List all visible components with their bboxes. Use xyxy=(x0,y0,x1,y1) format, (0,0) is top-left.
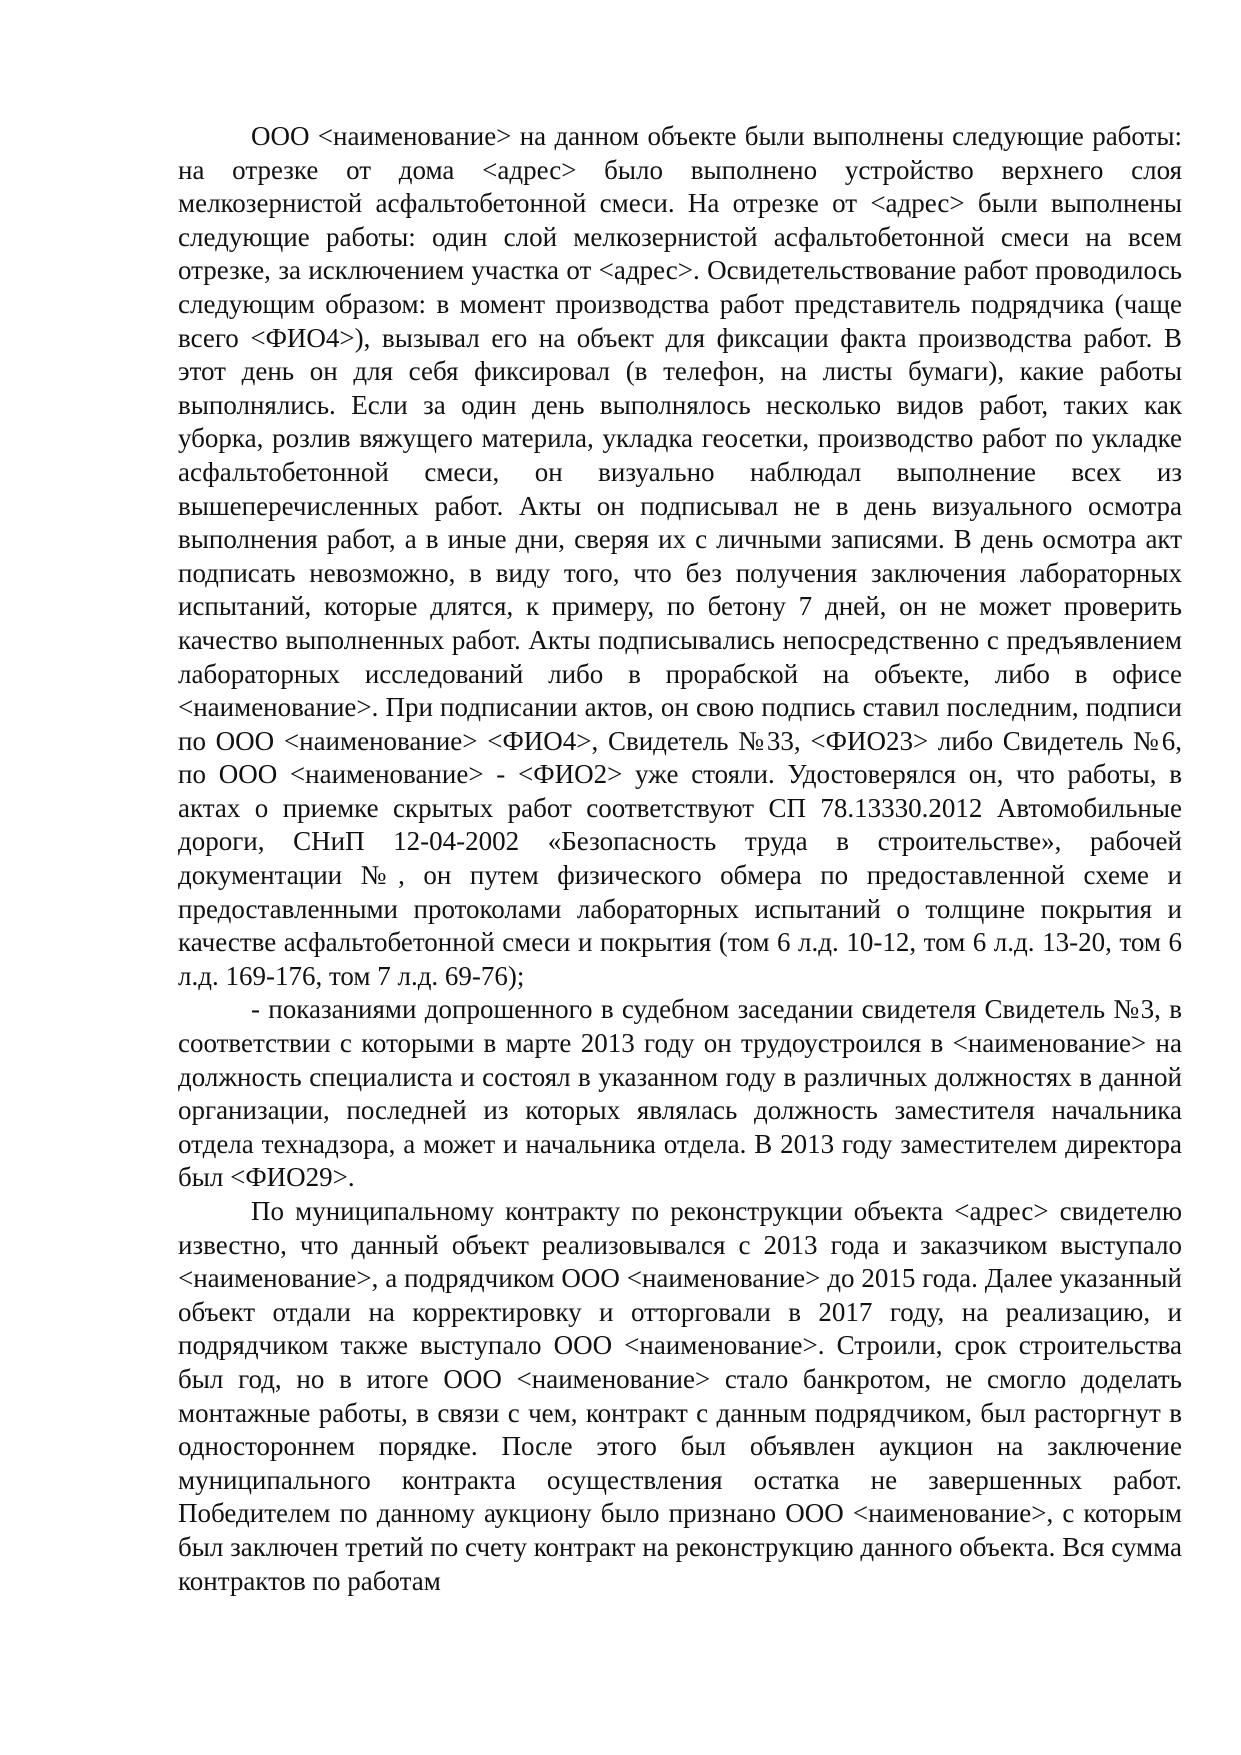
paragraph-3: По муниципальному контракту по реконструкции объекта <адрес> свидетелю известно, что данный объект реализовывался с 2013 года и заказчиком выступало <наименование>, а подрядчиком ООО <наименование> до 2015 года. Далее указанный объект отдали на корректировку и отторговали в 2017 году, на реализацию, и подрядчиком также выступало ООО <наименование>. Строили, срок строительства был год, но в итоге ООО <наименование> стало банкротом, не смогло доделать монтажные работы, в связи с чем, контракт с данным подрядчиком, был расторгнут в одностороннем порядке. После этого был объявлен аукцион на заключение муниципального контракта осуществления остатка не завершенных работ. Победителем по данному аукциону было признано ООО <наименование>, с которым был заключен третий по счету контракт на реконструкцию данного объекта. Вся сумма контрактов по работам xyxy=(178,1196,1182,1596)
document-body xyxy=(178,120,1182,1598)
paragraph-1: ООО <наименование> на данном объекте были выполнены следующие работы: на отрезке от дома <адрес> было выполнено устройство верхнего слоя мелкозернистой асфальтобетонной смеси. На отрезке от <адрес> были выполнены следующие работы: один слой мелкозернистой асфальтобетонной смеси на всем отрезке, за исключением участка от <адрес>. Освидетельствование работ проводилось следующим образом: в момент производства работ представитель подрядчика (чаще всего <ФИО4>), вызывал его на объект для фиксации факта производства работ. В этот день он для себя фиксировал (в телефон, на листы бумаги), какие работы выполнялись. Если за один день выполнялось несколько видов работ, таких как уборка, розлив вяжущего материла, укладка геосетки, производство работ по укладке асфальтобетонной смеси, он визуально наблюдал выполнение всех из вышеперечисленных работ. Акты он подписывал не в день визуального осмотра выполнения работ, а в иные дни, сверяя их с личными записями. В день осмотра акт подписать невозможно, в виду того, что без получения заключения лабораторных испытаний, которые длятся, к примеру, по бетону 7 дней, он не может проверить качество выполненных работ. Акты подписывались непосредственно с предъявлением лабораторных исследований либо в прорабской на объекте, либо в офисе <наименование>. При подписании актов, он свою подпись ставил последним, подписи по ООО <наименование> <ФИО4>, Свидетель №33, <ФИО23> либо Свидетель №6, по ООО <наименование> - <ФИО2> уже стояли. Удостоверялся он, что работы, в актах о приемке скрытых работ соответствуют СП 78.13330.2012 Автомобильные дороги, СНиП 12-04-2002 «Безопасность труда в строительстве», рабочей документации №, он путем физического обмера по предоставленной схеме и предоставленными протоколами лабораторных испытаний о толщине покрытия и качестве асфальтобетонной смеси и покрытия (том 6 л.д. 10-12, том 6 л.д. 13-20, том 6 л.д. 169-176, том 7 л.д. 69-76); xyxy=(178,121,1182,991)
paragraph-2: - показаниями допрошенного в судебном заседании свидетеля Свидетель №3, в соответствии с которыми в марте 2013 году он трудоустроился в <наименование> на должность специалиста и состоял в указанном году в различных должностях в данной организации, последней из которых являлась должность заместителя начальника отдела технадзора, а может и начальника отдела. В 2013 году заместителем директора был <ФИО29>. xyxy=(178,994,1182,1193)
